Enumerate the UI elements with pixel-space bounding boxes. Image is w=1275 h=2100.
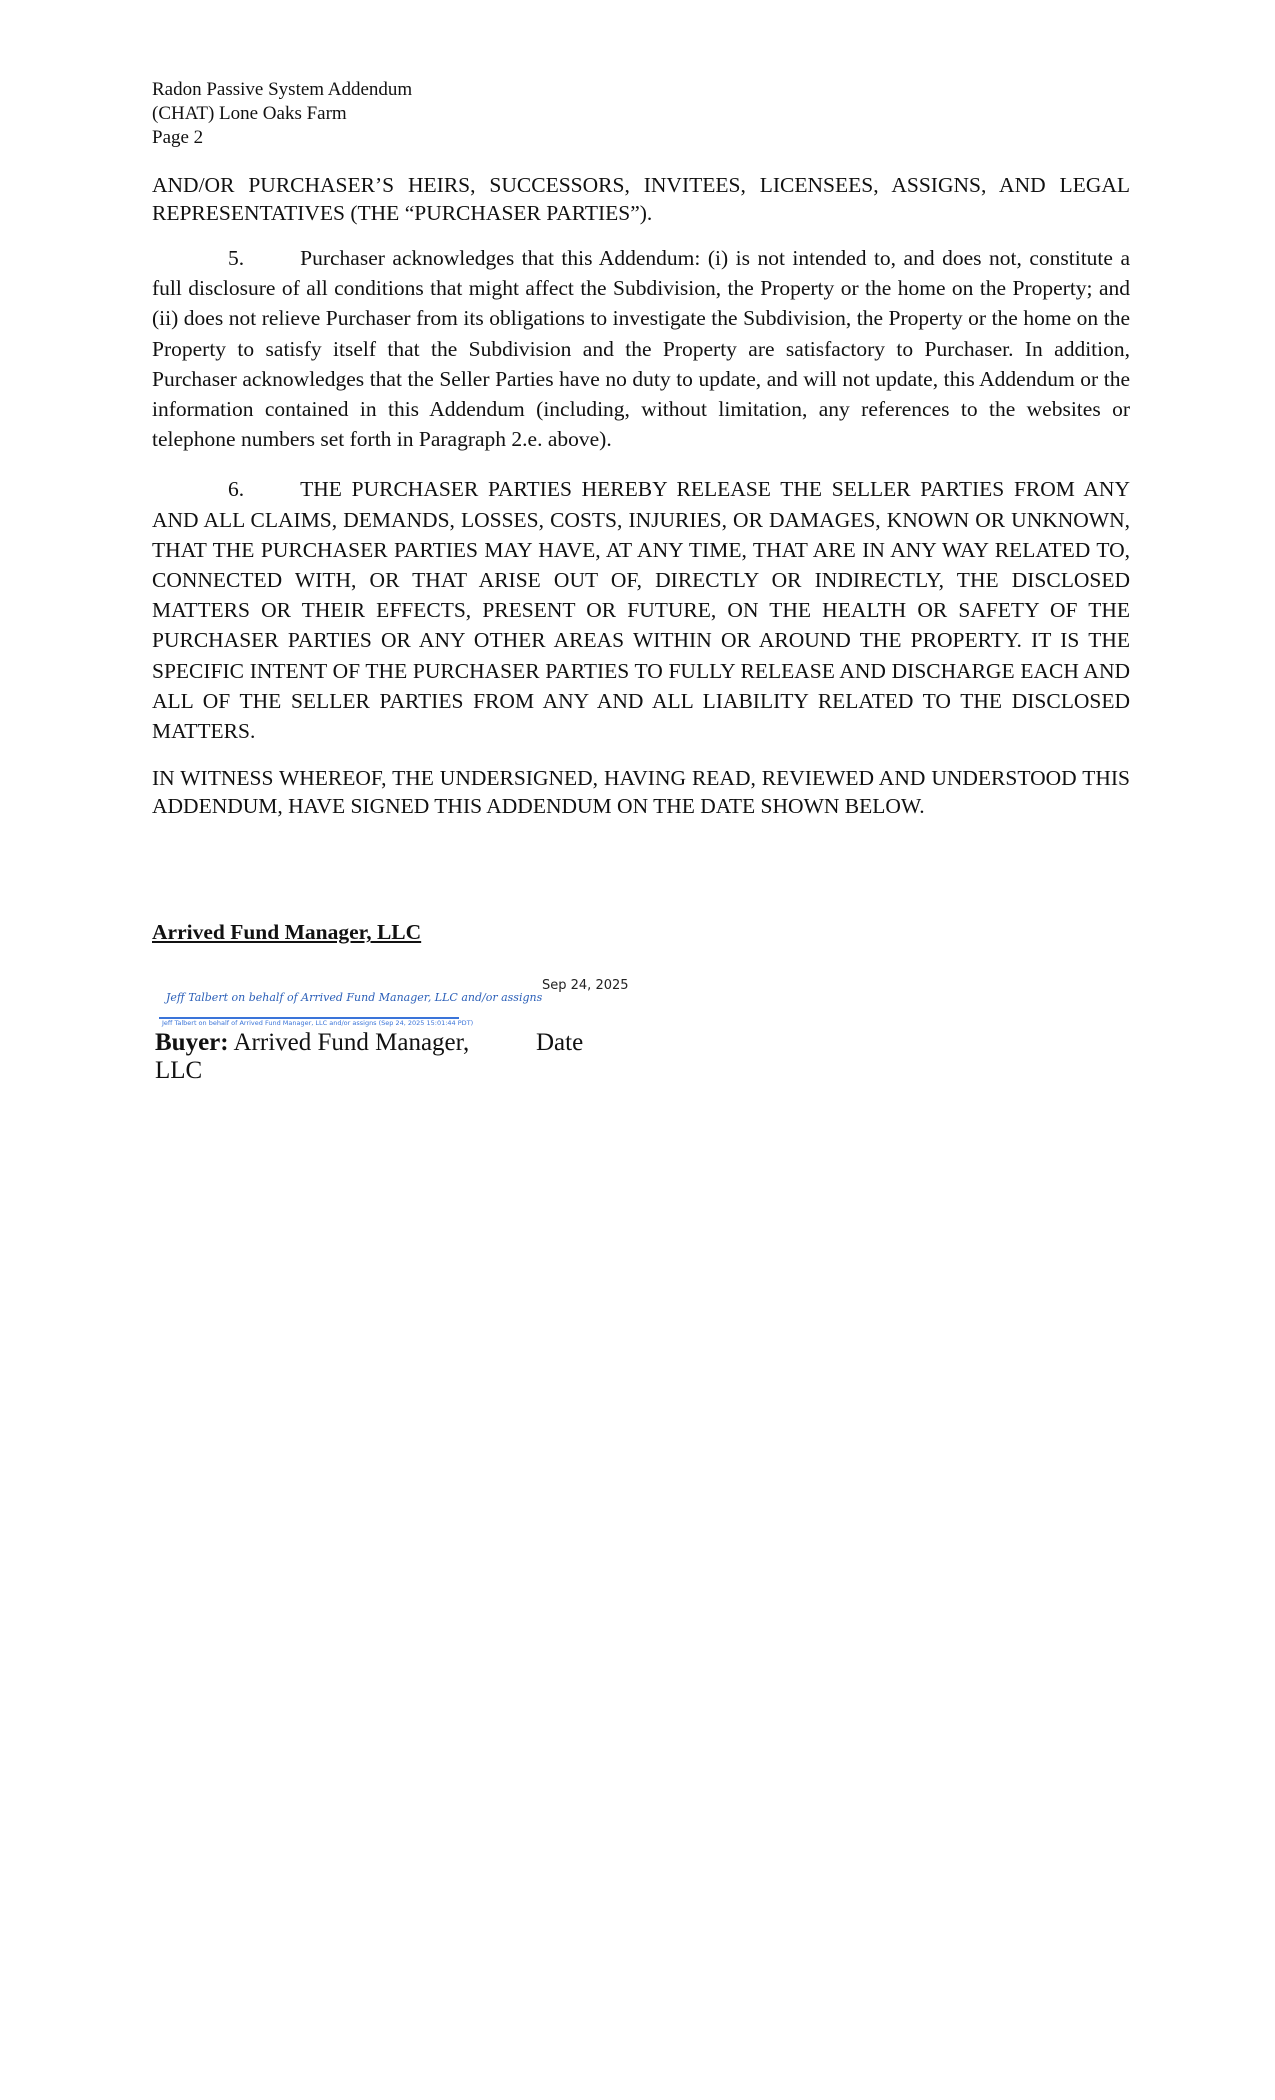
date-caption: Date [536,1029,584,1056]
buyer-caption [155,1029,495,1085]
paragraph-6-number: 6. [228,477,245,502]
header-project: (CHAT) Lone Oaks Farm [152,103,347,124]
page-header [152,78,1130,150]
witness-clause: IN WITNESS WHEREOF, THE UNDERSIGNED, HAVING READ, REVIEWED AND UNDERSTOOD THIS ADDENDUM, HAVE SIGNED THIS ADDENDUM ON THE DATE SHOWN BELOW. [152,766,1130,819]
header-page-number: Page 2 [152,127,204,148]
signatory-company: Arrived Fund Manager, LLC [152,920,422,944]
paragraph-6 [152,474,1130,746]
signature-image: Jeff Talbert on behalf of Arrived Fund Manager, LLC and/or assigns [166,991,543,1004]
document-page [152,78,1130,1084]
paragraph-5-number: 5. [228,246,245,270]
paragraph-6-text: THE PURCHASER PARTIES HEREBY RELEASE THE SELLER PARTIES FROM ANY AND ALL CLAIMS, DEMANDS, LOSSES, COSTS, INJURIES, OR DAMAGES, KNOWN OR UNKNOWN, THAT THE PURCHASER PARTIES MAY HAVE, AT ANY TIME, THAT ARE IN ANY WAY RELATED TO, CONNECTED WITH, OR THAT ARISE OUT OF, DIRECTLY OR INDIRECTLY, THE DISCLOSED MATTERS OR THEIR EFFECTS, PRESENT OR FUTURE, ON THE HEALTH OR SAFETY OF THE PURCHASER PARTIES OR ANY OTHER AREAS WITHIN OR AROUND THE PROPERTY. IT IS THE SPECIFIC INTENT OF THE PURCHASER PARTIES TO FULLY RELEASE AND DISCHARGE EACH AND ALL OF THE SELLER PARTIES FROM ANY AND ALL LIABILITY RELATED TO THE DISCLOSED MATTERS. [152,477,1130,744]
paragraph-5 [152,243,1130,454]
header-title: Radon Passive System Addendum [152,79,413,100]
paragraph-5-text: Purchaser acknowledges that this Addendum: (i) is not intended to, and does not, constitute a full disclosure of all conditions that might affect the Subdivision, the Property or the home on the Property; and (ii) does not relieve Purchaser from its obligations to investigate the Subdivision, the Property or the home on the Property to satisfy itself that the Subdivision and the Property are satisfactory to Purchaser. In addition, Purchaser acknowledges that the Seller Parties have no duty to update, and will not update, this Addendum or the information contained in this Addendum (including, without limitation, any references to the websites or telephone numbers set forth in Paragraph 2.e. above). [152,246,1130,452]
buyer-label: Buyer: [155,1029,229,1056]
signature-audit-text: Jeff Talbert on behalf of Arrived Fund Manager, LLC and/or assigns (Sep 24, 2025 15:01:44 PDT) [162,1019,474,1027]
buyer-name: Arrived Fund Manager, LLC [155,1029,470,1084]
continuation-paragraph: AND/OR PURCHASER’S HEIRS, SUCCESSORS, INVITEES, LICENSEES, ASSIGNS, AND LEGAL REPRESENTATIVES (THE “PURCHASER PARTIES”). [152,173,1130,225]
signed-date: Sep 24, 2025 [542,978,629,993]
signature-block [152,978,752,1118]
